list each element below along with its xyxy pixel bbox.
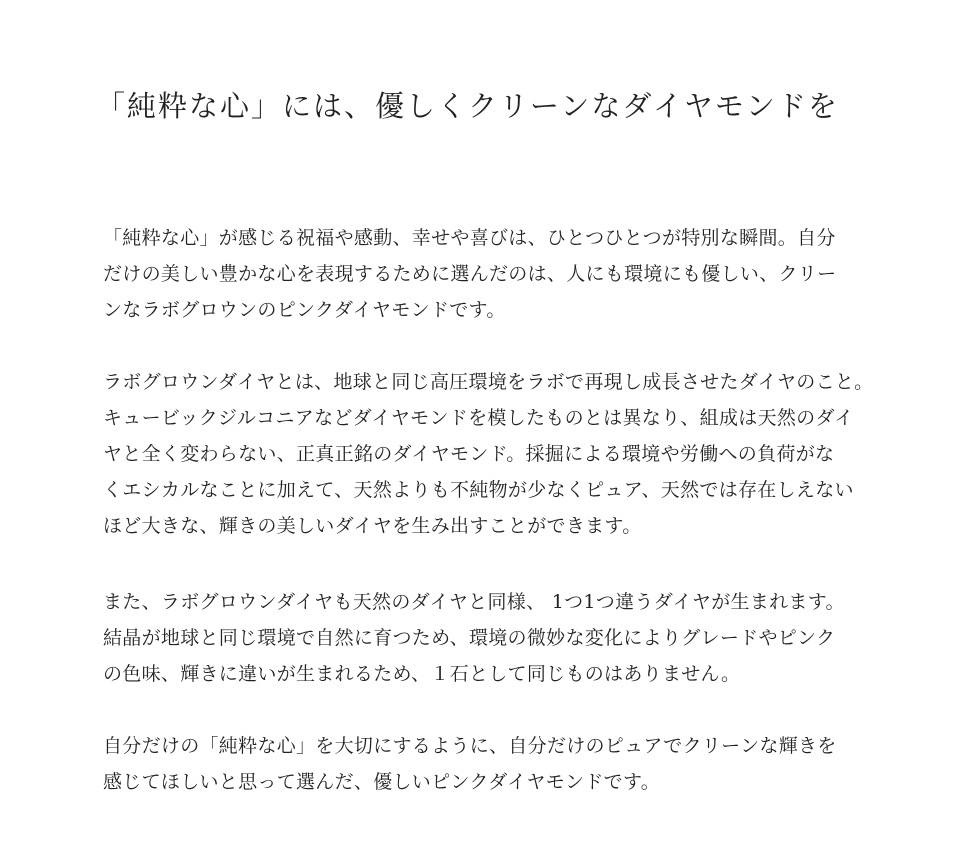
paragraph-uniqueness: [103, 584, 933, 692]
paragraph-line: 自分だけの「純粋な心」を大切にするように、自分だけのピュアでクリーンな輝きを: [103, 735, 837, 757]
paragraph-line: ンなラボグロウンのピンクダイヤモンドです。: [103, 299, 506, 321]
paragraph-line: また、ラボグロウンダイヤも天然のダイヤと同様、 1つ1つ違うダイヤが生まれます。: [103, 591, 845, 613]
paragraph-line: くエシカルなことに加えて、天然よりも不純物が少なくピュア、天然では存在しえない: [103, 479, 854, 501]
paragraph-line: 「純粋な心」が感じる祝福や感動、幸せや喜びは、ひとつひとつが特別な瞬間。自分: [103, 227, 836, 249]
paragraph-line: だけの美しい豊かな心を表現するために選んだのは、人にも環境にも優しい、クリー: [103, 263, 837, 285]
paragraph-line: の色味、輝きに違いが生まれるため、１石として同じものはありません。: [103, 663, 741, 685]
paragraph-line: ほど大きな、輝きの美しいダイヤを生み出すことができます。: [103, 515, 642, 537]
paragraph-line: 感じてほしいと思って選んだ、優しいピンクダイヤモンドです。: [103, 771, 661, 793]
paragraph-line: キュービックジルコニアなどダイヤモンドを模したものとは異なり、組成は天然のダイ: [103, 407, 854, 429]
paragraph-lab-grown: [103, 364, 933, 544]
paragraph-intro: [103, 220, 933, 328]
page-title: 「純粋な心」には、優しくクリーンなダイヤモンドを: [96, 89, 839, 123]
paragraph-line: ラボグロウンダイヤとは、地球と同じ高圧環境をラボで再現し成長させたダイヤのこと。: [103, 371, 874, 393]
paragraph-closing: [103, 728, 933, 800]
paragraph-line: ヤと全く変わらない、正真正銘のダイヤモンド。採掘による環境や労働への負荷がな: [103, 443, 835, 465]
paragraph-line: 結晶が地球と同じ環境で自然に育つため、環境の微妙な変化によりグレードやピンク: [103, 627, 836, 649]
